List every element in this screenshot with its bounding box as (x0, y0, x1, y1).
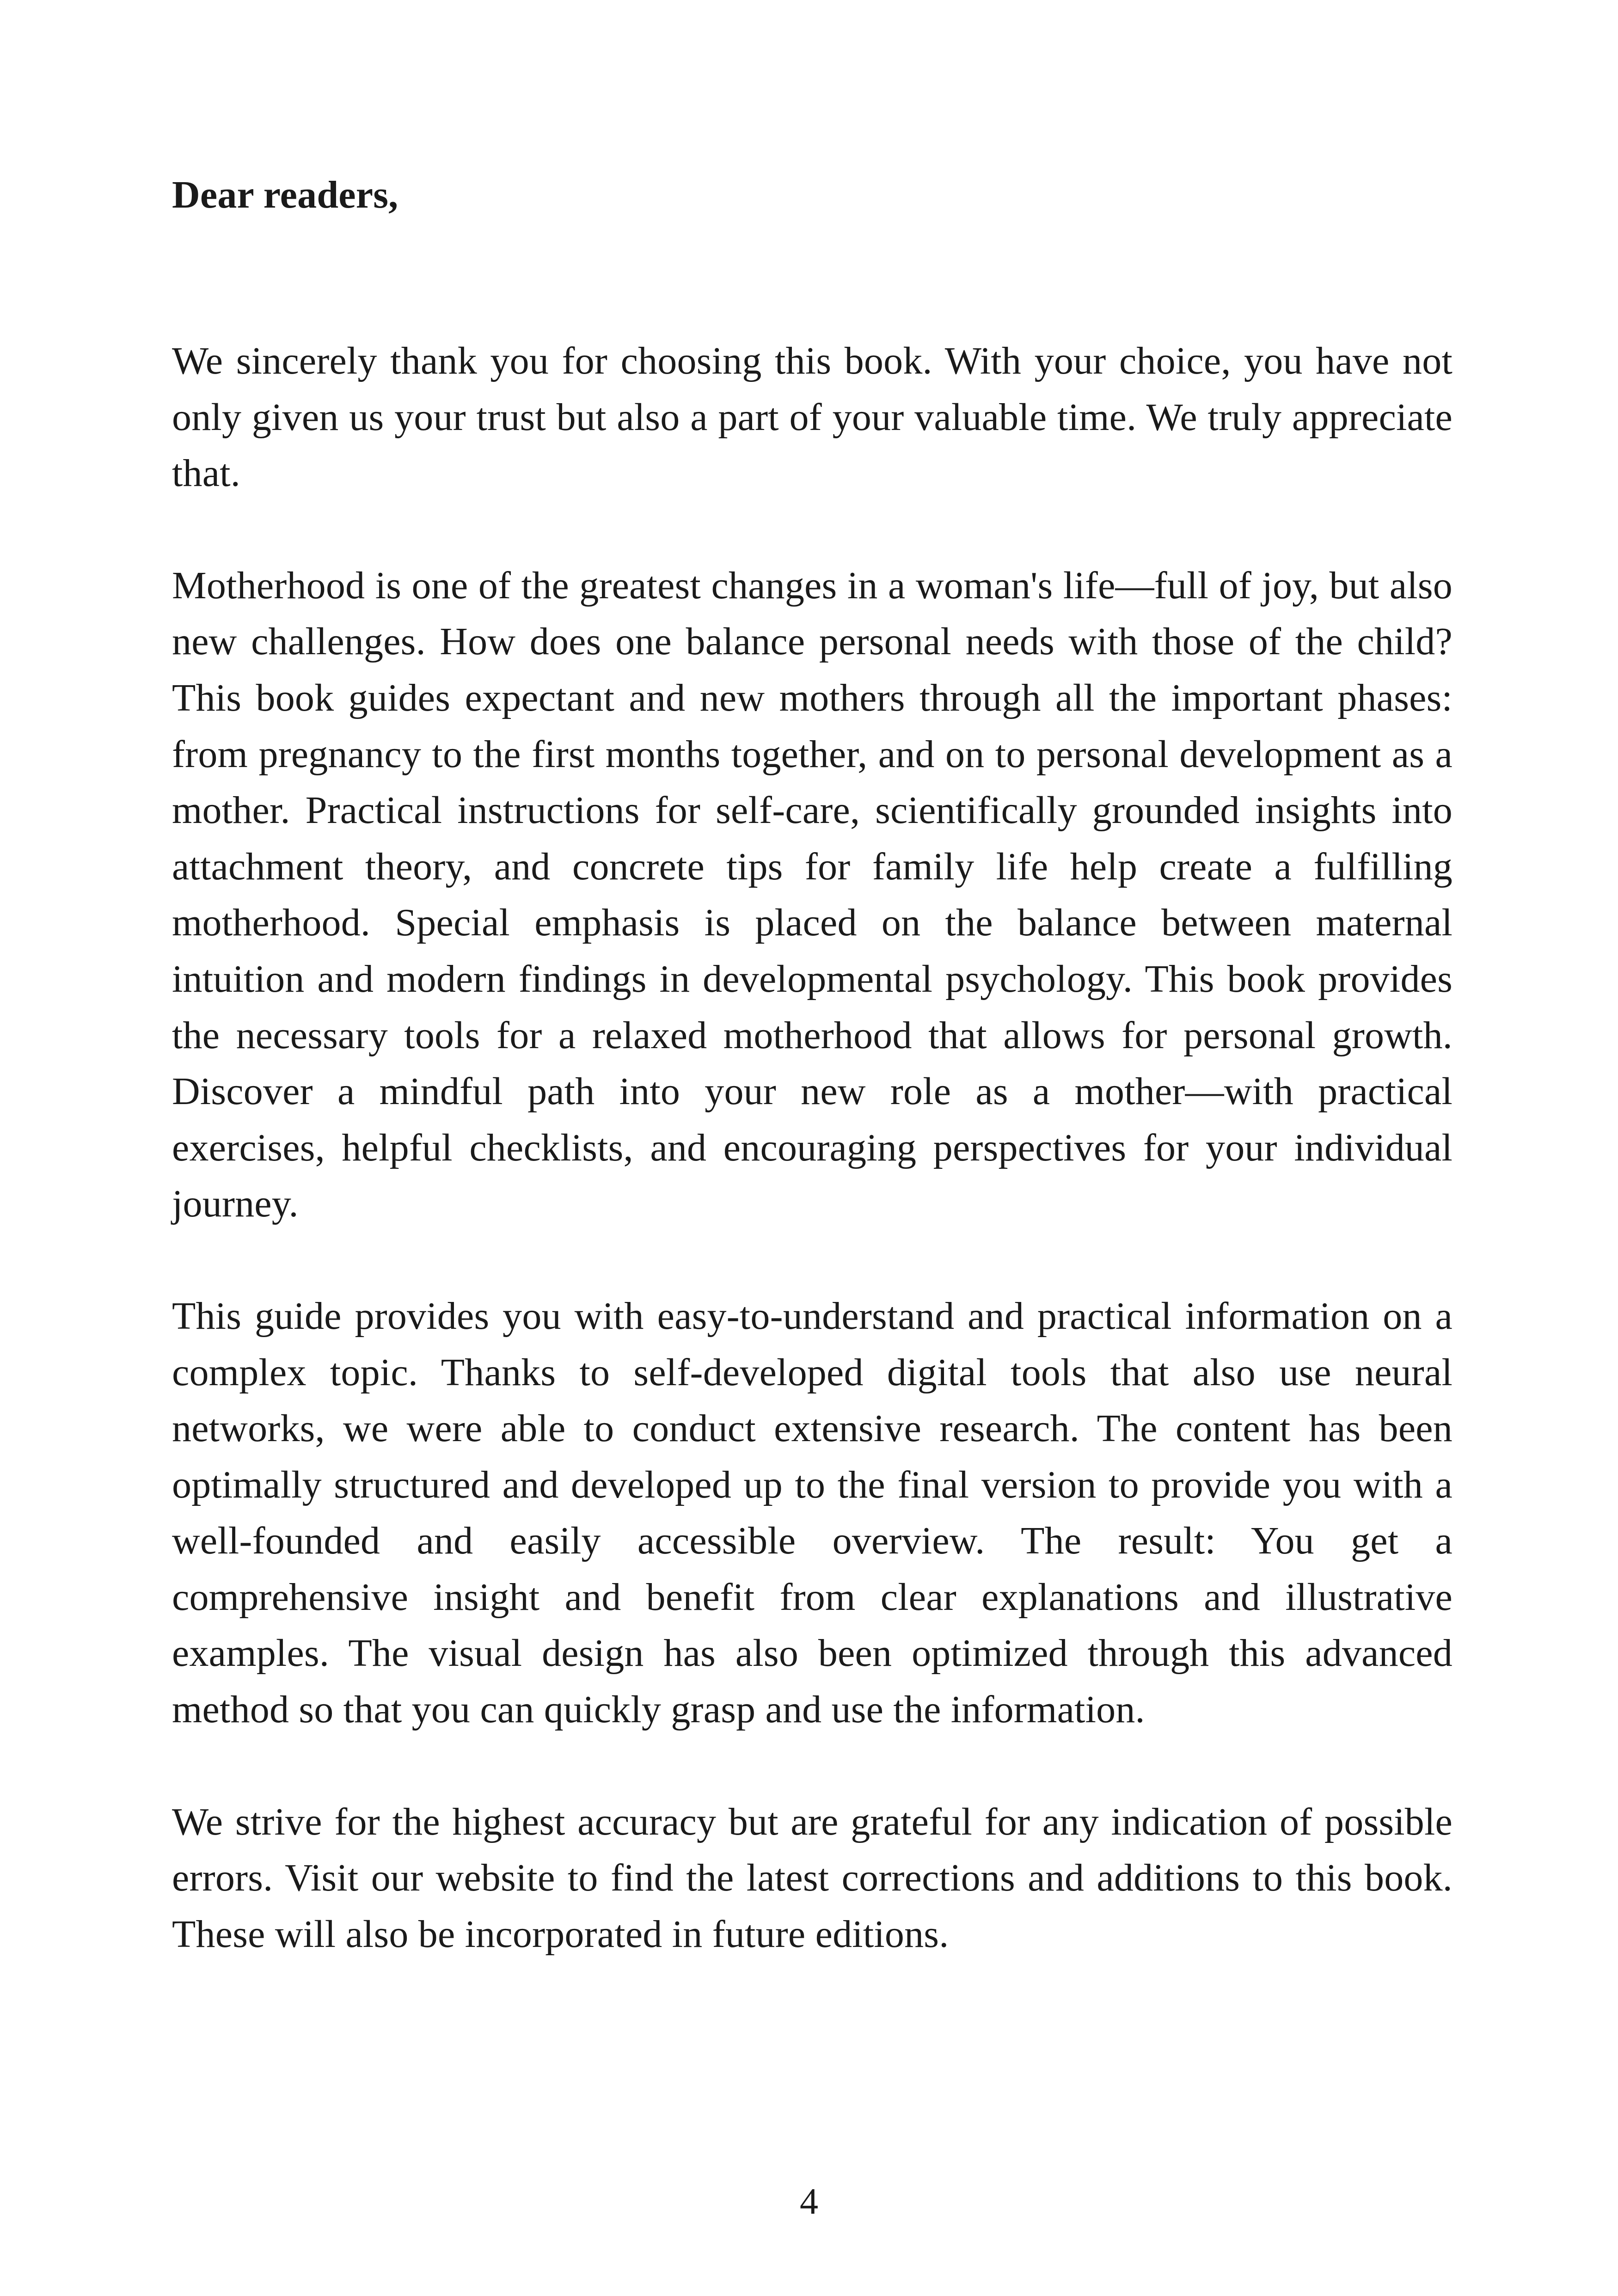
letter-body (172, 333, 1453, 2018)
paragraph-guide-method: This guide provides you with easy-to-understand and practical information on a complex topic. Thanks to self-developed digital tools that also use neural networks, we were able to conduct extensive research. The content has been optimally structured and developed up to the final version to provide you with a well-founded and easily accessible overview. The result: You get a comprehensive insight and benefit from clear explanations and illustrative examples. The visual design has also been optimized through this advanced method so that you can quickly grasp and use the information. (172, 1294, 1453, 1731)
salutation-heading: Dear readers, (172, 173, 398, 216)
paragraph-thanks: We sincerely thank you for choosing this book. With your choice, you have not only given us your trust but also a part of your valuable time. We truly appreciate that. (172, 339, 1453, 495)
paragraph-errata: We strive for the highest accuracy but are grateful for any indication of possible errors. Visit our website to find the latest corrections and additions to this book. These will also be incorporated in future editions. (172, 1800, 1453, 1956)
page-number: 4 (800, 2181, 818, 2222)
paragraph-book-summary: Motherhood is one of the greatest changes in a woman's life—full of joy, but also new challenges. How does one balance personal needs with those of the child? This book guides expectant and new mothers through all the important phases: from pregnancy to the first months together, and on to personal development as a mother. Practical instructions for self-care, scientifically grounded insights into attachment theory, and concrete tips for family life help create a fulfilling motherhood. Special emphasis is placed on the balance between maternal intuition and modern findings in developmental psychology. This book provides the necessary tools for a relaxed motherhood that allows for personal growth. Discover a mindful path into your new role as a mother—with practical exercises, helpful checklists, and encouraging perspectives for your individual journey. (172, 564, 1453, 1226)
